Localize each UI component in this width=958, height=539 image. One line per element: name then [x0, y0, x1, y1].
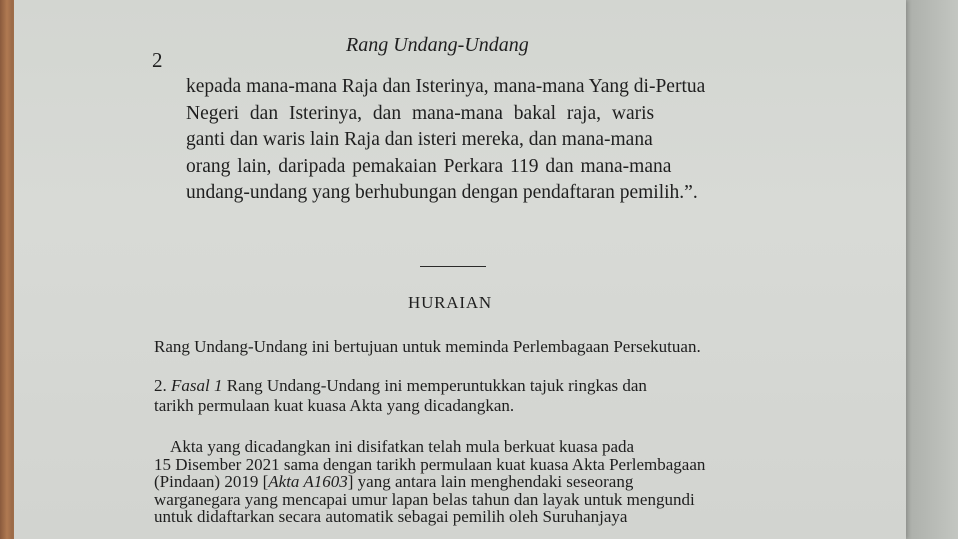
section-heading: HURAIAN [408, 293, 492, 312]
intro-paragraph: Rang Undang-Undang ini bertujuan untuk meminda Perlembagaan Persekutuan. [154, 337, 701, 356]
text-line: ganti dan waris lain Raja dan isteri mereka, dan mana-mana [186, 129, 653, 151]
text-line: untuk didaftarkan secara automatik sebagai pemilih oleh Suruhanjaya [154, 507, 628, 527]
act-reference: Akta A1603 [268, 472, 348, 492]
paragraph-3 [154, 438, 705, 526]
text-line: Negeri dan Isterinya, dan mana-mana bakal raja, waris [186, 102, 655, 124]
text-line: 15 Disember 2021 sama dengan tarikh permulaan kuat kuasa Akta Perlembagaan [154, 454, 706, 474]
text-line: kepada mana-mana Raja dan Isterinya, mana-mana Yang di-Pertua [186, 76, 706, 97]
page-edge-right [900, 0, 958, 539]
paragraph-number: 2. [154, 376, 167, 395]
paragraph-2 [154, 376, 647, 416]
text-line: tarikh permulaan kuat kuasa Akta yang dicadangkan. [154, 396, 515, 415]
page-number: 2 [152, 48, 163, 72]
paragraph-amendment-text [186, 74, 705, 207]
section-divider [420, 266, 486, 267]
text-span: (Pindaan) 2019 [ [154, 472, 269, 492]
text-line: undang-undang yang berhubungan dengan pendaftaran pemilih.”. [186, 182, 698, 204]
text-line [154, 376, 647, 396]
text-line: orang lain, daripada pemakaian Perkara 119 dan mana-mana [186, 155, 672, 177]
text-line: Akta yang dicadangkan ini disifatkan telah mula berkuat kuasa pada [154, 437, 635, 456]
text-span: Rang Undang-Undang ini memperuntukkan tajuk ringkas dan [222, 376, 647, 395]
running-header: Rang Undang-Undang [346, 34, 529, 56]
fasal-reference: Fasal 1 [171, 376, 223, 395]
text-span: ] yang antara lain menghendaki seseorang [347, 472, 634, 492]
text-line: warganegara yang mencapai umur lapan belas tahun dan layak untuk mengundi [154, 489, 695, 509]
text-line [154, 473, 705, 491]
